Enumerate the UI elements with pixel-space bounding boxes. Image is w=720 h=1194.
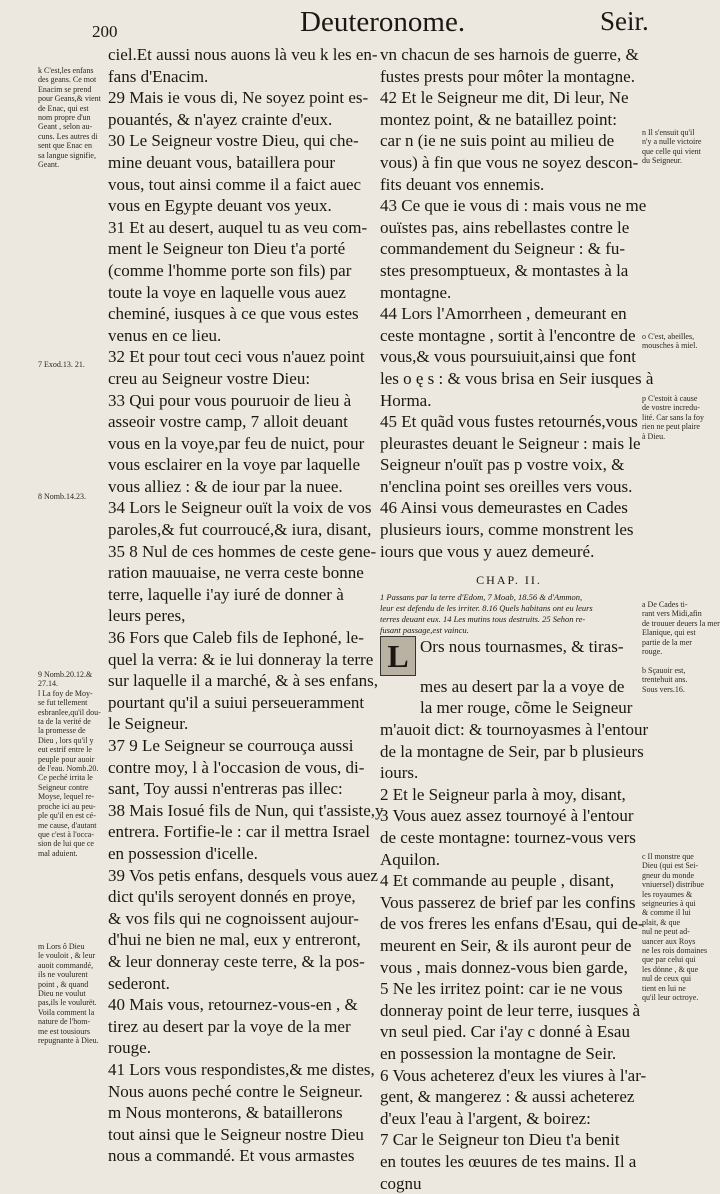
text-line: ouïstes pas, ains rebellastes contre le xyxy=(380,217,638,239)
chapter-summary xyxy=(380,592,638,636)
text-line: 44 Lors l'Amorrheen , demeurant en xyxy=(380,303,638,325)
drop-cap-line: Ors nous tournasmes, & tiras- xyxy=(420,637,624,656)
text-line: 7 Car le Seigneur ton Dieu t'a benit xyxy=(380,1129,638,1151)
text-line: fits deuant vos ennemis. xyxy=(380,174,638,196)
text-line: 46 Ainsi vous demeurastes en Cades xyxy=(380,497,638,519)
text-line xyxy=(380,636,638,676)
text-line: plusieurs iours, comme monstrent les xyxy=(380,519,638,541)
text-line: 40 Mais vous, retournez-vous-en , & xyxy=(108,994,370,1016)
text-line: vous en Egypte deuant vos yeux. xyxy=(108,195,370,217)
note-line: p C'estoit à cause xyxy=(642,394,704,403)
text-line: meurent en Seir, & ils auront peur de xyxy=(380,935,638,957)
text-line: tout ainsi que le Seigneur nostre Dieu xyxy=(108,1124,370,1146)
text-line: cheminé, iusques à ce que vous estes xyxy=(108,303,370,325)
text-line: terre, laquelle i'ay iuré de donner à xyxy=(108,584,370,606)
text-line: 36 Fors que Caleb fils de Iephoné, le- xyxy=(108,627,370,649)
margin-note xyxy=(38,942,99,1045)
right-text-column xyxy=(380,44,638,1194)
text-line: montagne. xyxy=(380,282,638,304)
text-line: fusant passage,est vaincu. xyxy=(380,625,638,636)
drop-cap: L xyxy=(380,636,416,676)
text-line: de vos freres les enfans d'Esau, qui de- xyxy=(380,913,638,935)
note-line: plait, & que xyxy=(642,918,707,927)
text-line: 2 Et le Seigneur parla à moy, disant, xyxy=(380,784,638,806)
text-line: dict qu'ils seroyent donnés en proye, xyxy=(108,886,370,908)
note-line: & comme il lui xyxy=(642,908,707,917)
text-line: 32 Et pour tout ceci vous n'auez point xyxy=(108,346,370,368)
note-line: sa langue signifie, xyxy=(38,151,101,160)
note-line: qu'il leur octroye. xyxy=(642,993,707,1002)
note-line: ple qu'il en est cé- xyxy=(38,811,101,820)
note-line: ne les rois domaines xyxy=(642,946,707,955)
text-line: sederont. xyxy=(108,973,370,995)
note-line: Dieu ne voulut xyxy=(38,989,99,998)
text-line: stes presomptueux, & montastes à la xyxy=(380,260,638,282)
text-line: cognu xyxy=(380,1173,638,1194)
text-line: leurs peres, xyxy=(108,605,370,627)
text-line: vous) à fin que vous ne soyez descon- xyxy=(380,152,638,174)
text-line: vous alliez : & de iour par la nuee. xyxy=(108,476,370,498)
note-line: a De Cades ti- xyxy=(642,600,720,609)
text-line: sant, Toy aussi n'entreras pas illec: xyxy=(108,778,370,800)
margin-note xyxy=(642,394,704,441)
note-line: les royaumes & xyxy=(642,890,707,899)
note-line: sion de lui que ce xyxy=(38,839,101,848)
note-line: Moyse, lequel re- xyxy=(38,792,101,801)
text-line: mes au desert par la a voye de xyxy=(380,676,638,698)
text-line: 43 Ce que ie vous di : mais vous ne me xyxy=(380,195,638,217)
text-line: tirez au desert par la voye de la mer xyxy=(108,1016,370,1038)
margin-note xyxy=(642,600,720,656)
note-line: Elanique, qui est xyxy=(642,628,720,637)
text-line: Vous passerez de brief par les confins xyxy=(380,892,638,914)
text-line: 39 Vos petis enfans, desquels vous auez xyxy=(108,865,370,887)
note-line: Voila comment la xyxy=(38,1008,99,1017)
text-line: vn seul pied. Car i'ay c donné à Esau xyxy=(380,1021,638,1043)
page-number: 200 xyxy=(92,22,118,42)
text-line: gent, & mangerez : & aussi acheterez xyxy=(380,1086,638,1108)
text-line: 35 8 Nul de ces hommes de ceste gene- xyxy=(108,541,370,563)
note-line: seigneuries à qui xyxy=(642,899,707,908)
text-line: m'auoit dict: & tournoyasmes à l'entour xyxy=(380,719,638,741)
text-line: 34 Lors le Seigneur ouït la voix de vos xyxy=(108,497,370,519)
note-line: repugnante à Dieu. xyxy=(38,1036,99,1045)
text-line: 38 Mais Iosué fils de Nun, qui t'assiste,y xyxy=(108,800,370,822)
note-line: vniuersel) distribue xyxy=(642,880,707,889)
text-line: pleurastes deuant le Seigneur : mais le xyxy=(380,433,638,455)
text-line: montez point, & ne bataillez point: xyxy=(380,109,638,131)
note-line: de Enac, qui est xyxy=(38,104,101,113)
note-line: pas,ils le voulurët. xyxy=(38,998,99,1007)
text-line: paroles,& fut courroucé,& iura, disant, xyxy=(108,519,370,541)
text-line: toute la voye en laquelle vous auez xyxy=(108,282,370,304)
note-line: proche ici au peu- xyxy=(38,802,101,811)
note-line: pour Geans,& vient xyxy=(38,94,101,103)
note-line: n'y a nulle victoire xyxy=(642,137,701,146)
note-line: sent que Enac en xyxy=(38,141,101,150)
text-line: fustes prests pour môter la montagne. xyxy=(380,66,638,88)
chapter-2-text xyxy=(380,636,638,1194)
note-line: c Il monstre que xyxy=(642,852,707,861)
note-line: rien ne peut plaire xyxy=(642,422,704,431)
text-line: & leur donneray ceste terre, & la pos- xyxy=(108,951,370,973)
text-line: 30 Le Seigneur vostre Dieu, qui che- xyxy=(108,130,370,152)
note-line: rouge. xyxy=(642,647,720,656)
text-line: de ceste montagne: tournez-vous vers xyxy=(380,827,638,849)
note-line: mousches à miel. xyxy=(642,341,697,350)
text-line: pourtant qu'il a suiui perseueramment xyxy=(108,692,370,714)
text-line: le Seigneur. xyxy=(108,713,370,735)
text-line: en possession d'icelle. xyxy=(108,843,370,865)
note-line: 27.14. xyxy=(38,679,101,688)
margin-note xyxy=(38,360,85,369)
note-line: du Seigneur. xyxy=(642,156,701,165)
note-line: que par celui qui xyxy=(642,955,707,964)
text-line: pouantés, & n'ayez crainte d'eux. xyxy=(108,109,370,131)
book-title: Deuteronome. xyxy=(300,6,465,39)
note-line: o C'est, abeilles, xyxy=(642,332,697,341)
text-line: Nous auons peché contre le Seigneur. xyxy=(108,1081,370,1103)
note-line: eut estrif entre le xyxy=(38,745,101,754)
text-line: 1 Passans par la terre d'Edom, 7 Moab, 18.56 & d'Ammon, xyxy=(380,592,638,603)
note-line: Enacim se prend xyxy=(38,85,101,94)
note-line: point , & quand xyxy=(38,980,99,989)
text-line: de la montagne de Seir, par b plusieurs xyxy=(380,741,638,763)
note-line: Seigneur contre xyxy=(38,783,101,792)
text-line: entrera. Fortifie-le : car il mettra Israel xyxy=(108,821,370,843)
left-text-column xyxy=(108,44,370,1167)
note-line: nature de l'hom- xyxy=(38,1017,99,1026)
note-line: uancer aux Roys xyxy=(642,937,707,946)
text-line: venus en ce lieu. xyxy=(108,325,370,347)
note-line: Ce peché irrita le xyxy=(38,773,101,782)
text-line: vous esclairer en la voye par laquelle xyxy=(108,454,370,476)
text-line: quel la verra: & ie lui donneray la terre xyxy=(108,649,370,671)
text-line: les o ę s : & vous brisa en Seir iusques à xyxy=(380,368,638,390)
note-line: rant vers Midi,afin xyxy=(642,609,720,618)
text-line: creu au Seigneur vostre Dieu: xyxy=(108,368,370,390)
text-line: donneray point de leur terre, iusques à xyxy=(380,1000,638,1022)
text-line: 37 9 Le Seigneur se courrouça aussi xyxy=(108,735,370,757)
note-line: se fut tellement xyxy=(38,698,101,707)
text-line: ment le Seigneur ton Dieu t'a porté xyxy=(108,238,370,260)
note-line: m Lors ô Dieu xyxy=(38,942,99,951)
running-head: Seir. xyxy=(600,6,649,37)
note-line: l La foy de Moy- xyxy=(38,689,101,698)
text-line: vn chacun de ses harnois de guerre, & xyxy=(380,44,638,66)
note-line: que c'est à l'occa- xyxy=(38,830,101,839)
text-line: n'enclina point ses oreilles vers vous. xyxy=(380,476,638,498)
note-line: trentehuit ans. xyxy=(642,675,687,684)
note-line: partie de la mer xyxy=(642,638,720,647)
text-line: 3 Vous auez assez tournoyé à l'entour xyxy=(380,805,638,827)
text-line: 45 Et quãd vous fustes retournés,vous xyxy=(380,411,638,433)
note-line: Geant , selon au- xyxy=(38,122,101,131)
note-line: Dieu , lors qu'il y xyxy=(38,736,101,745)
text-line: iours. xyxy=(380,762,638,784)
text-line: 41 Lors vous respondistes,& me distes, xyxy=(108,1059,370,1081)
margin-note xyxy=(38,66,101,169)
note-line: k C'est,les enfans xyxy=(38,66,101,75)
margin-note xyxy=(38,670,101,858)
note-line: Dieu (qui est Sei- xyxy=(642,861,707,870)
text-line: asseoir vostre camp, 7 alloit deuant xyxy=(108,411,370,433)
text-line: ceste montagne , sortit à l'encontre de xyxy=(380,325,638,347)
text-line: vous, tout ainsi comme il a faict auec xyxy=(108,174,370,196)
note-line: me cause, d'autant xyxy=(38,821,101,830)
note-line: lité. Car sans la foy xyxy=(642,413,704,422)
note-line: nom propre d'un xyxy=(38,113,101,122)
note-line: de l'eau. Nomb.20. xyxy=(38,764,101,773)
text-line: iours que vous y auez demeuré. xyxy=(380,541,638,563)
note-line: b Sçauoir est, xyxy=(642,666,687,675)
note-line: 8 Nomb.14.23. xyxy=(38,492,86,501)
text-line: vous,& vous poursuiuit,ainsi que font xyxy=(380,346,638,368)
text-line: rouge. xyxy=(108,1037,370,1059)
text-line: 31 Et au desert, auquel tu as veu com- xyxy=(108,217,370,239)
note-line: Geant. xyxy=(38,160,101,169)
note-line: de trouuer deuers la mer xyxy=(642,619,720,628)
chapter-heading: CHAP. II. xyxy=(380,570,638,592)
note-line: de vostre incredu- xyxy=(642,403,704,412)
note-line: ils ne voulurent xyxy=(38,970,99,979)
text-line: nous a commandé. Et vous armastes xyxy=(108,1145,370,1167)
text-line: mine deuant vous, bataillera pour xyxy=(108,152,370,174)
text-line: Aquilon. xyxy=(380,849,638,871)
text-line: contre moy, l à l'occasion de vous, di- xyxy=(108,757,370,779)
text-line: la mer rouge, cõme le Seigneur xyxy=(380,697,638,719)
note-line: nul ne peut ad- xyxy=(642,927,707,936)
note-line: Sous vers.16. xyxy=(642,685,687,694)
note-line: gneur du monde xyxy=(642,871,707,880)
verses-42-46 xyxy=(380,44,638,562)
note-line: ta de la verité de xyxy=(38,717,101,726)
note-line: mal aduient. xyxy=(38,849,101,858)
text-line: car n (ie ne suis point au milieu de xyxy=(380,130,638,152)
text-line: Horma. xyxy=(380,390,638,412)
text-line: en possession la montagne de Seir. xyxy=(380,1043,638,1065)
note-line: esbranlee,qu'il dou- xyxy=(38,708,101,717)
text-line: ration mauuaise, ne verra ceste bonne xyxy=(108,562,370,584)
text-line: vous en la voye,par feu de nuict, pour xyxy=(108,433,370,455)
text-line: 42 Et le Seigneur me dit, Di leur, Ne xyxy=(380,87,638,109)
note-line: tient en lui ne xyxy=(642,984,707,993)
text-line: Seigneur n'ouït pas p vostre voix, & xyxy=(380,454,638,476)
note-line: que celle qui vient xyxy=(642,147,701,156)
text-line: m Nous monterons, & bataillerons xyxy=(108,1102,370,1124)
margin-note xyxy=(642,332,697,351)
text-line: 33 Qui pour vous pouruoir de lieu à xyxy=(108,390,370,412)
text-line: 4 Et commande au peuple , disant, xyxy=(380,870,638,892)
note-line: nul de ceux qui xyxy=(642,974,707,983)
text-line: 6 Vous acheterez d'eux les viures à l'ar- xyxy=(380,1065,638,1087)
note-line: n Il s'ensuit qu'il xyxy=(642,128,701,137)
text-line: & vos fils qui ne cognoissent aujour- xyxy=(108,908,370,930)
note-line: à Dieu. xyxy=(642,432,704,441)
text-line: d'eux l'eau à l'argent, & boirez: xyxy=(380,1108,638,1130)
note-line: les dönne , & que xyxy=(642,965,707,974)
text-line: sur laquelle il a marché, & à ses enfans, xyxy=(108,670,370,692)
note-line: auoit commandé, xyxy=(38,961,99,970)
note-line: me est tousiours xyxy=(38,1027,99,1036)
note-line: 7 Exod.13. 21. xyxy=(38,360,85,369)
margin-note xyxy=(642,666,687,694)
text-line: leur est defendu de les irriter. 8.16 Quels habitans ont eu leurs xyxy=(380,603,638,614)
note-line: cuns. Les autres di xyxy=(38,132,101,141)
text-line: fans d'Enacim. xyxy=(108,66,370,88)
text-line: 29 Mais ie vous di, Ne soyez point es- xyxy=(108,87,370,109)
note-line: 9 Nomb.20.12.& xyxy=(38,670,101,679)
text-line: d'hui ne bien ne mal, eux y entreront, xyxy=(108,929,370,951)
text-line: vous , mais donnez-vous bien garde, xyxy=(380,957,638,979)
margin-note xyxy=(642,852,707,1003)
note-line: peuple pour auoir xyxy=(38,755,101,764)
text-line: commandement du Seigneur : & fu- xyxy=(380,238,638,260)
note-line: le vouloit , & leur xyxy=(38,951,99,960)
text-line: (comme l'homme porte son fils) par xyxy=(108,260,370,282)
margin-note xyxy=(642,128,701,166)
note-line: la promesse de xyxy=(38,726,101,735)
text-line: 5 Ne les irritez point: car ie ne vous xyxy=(380,978,638,1000)
text-line: en toutes les œuures de tes mains. Il a xyxy=(380,1151,638,1173)
note-line: des geans. Ce mot xyxy=(38,75,101,84)
margin-note xyxy=(38,492,86,501)
text-line: ciel.Et aussi nous auons là veu k les en- xyxy=(108,44,370,66)
text-line: terres deuant eux. 14 Les mutins tous destruits. 25 Sehon re- xyxy=(380,614,638,625)
